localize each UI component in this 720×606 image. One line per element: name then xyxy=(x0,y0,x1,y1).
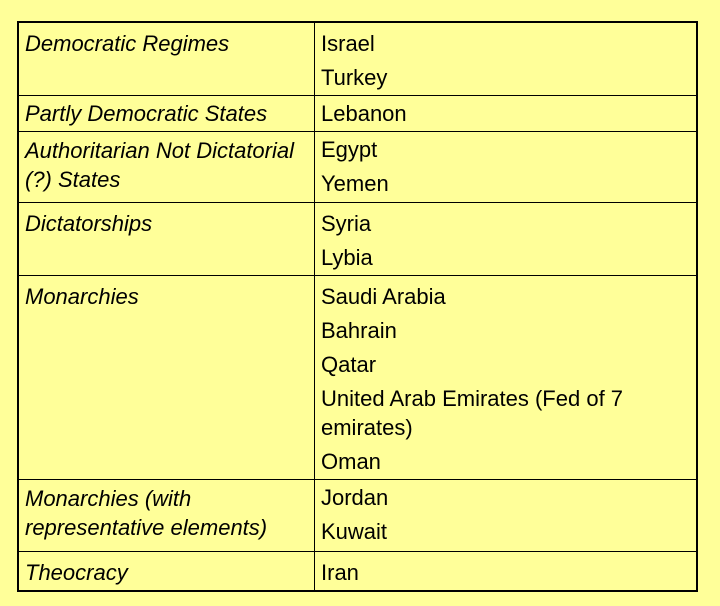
country-name: Turkey xyxy=(321,65,388,90)
country-name: United Arab Emirates (Fed of 7 emirates) xyxy=(321,386,624,440)
regime-types-table xyxy=(17,21,698,592)
category-cell: Dictatorships xyxy=(18,203,315,276)
table-row xyxy=(18,480,697,552)
table-row xyxy=(18,276,697,480)
category-cell: Democratic Regimes xyxy=(18,22,315,96)
countries-cell xyxy=(315,276,698,480)
table-row xyxy=(18,203,697,276)
country-name: Lebanon xyxy=(321,101,407,126)
country-name: Lybia xyxy=(321,245,373,270)
country-name: Jordan xyxy=(321,485,389,510)
countries-cell xyxy=(315,22,698,96)
table-row xyxy=(18,552,697,592)
table-row xyxy=(18,96,697,132)
country-name: Oman xyxy=(321,449,381,474)
country-name: Syria xyxy=(321,211,372,236)
category-cell: Monarchies xyxy=(18,276,315,480)
country-name: Egypt xyxy=(321,137,378,162)
country-name: Saudi Arabia xyxy=(321,284,446,309)
category-cell: Theocracy xyxy=(18,552,315,592)
country-name: Bahrain xyxy=(321,318,397,343)
country-name: Israel xyxy=(321,31,375,56)
country-name: Yemen xyxy=(321,171,389,196)
countries-cell xyxy=(315,132,698,203)
country-name: Kuwait xyxy=(321,519,388,544)
category-cell: Authoritarian Not Dictatorial (?) States xyxy=(18,132,315,203)
country-name: Iran xyxy=(321,560,359,585)
table-row xyxy=(18,132,697,203)
category-cell: Monarchies (with representative elements) xyxy=(18,480,315,552)
countries-cell xyxy=(315,480,698,552)
countries-cell xyxy=(315,96,698,132)
table-row xyxy=(18,22,697,96)
country-name: Qatar xyxy=(321,352,377,377)
countries-cell xyxy=(315,552,698,592)
category-cell: Partly Democratic States xyxy=(18,96,315,132)
countries-cell xyxy=(315,203,698,276)
